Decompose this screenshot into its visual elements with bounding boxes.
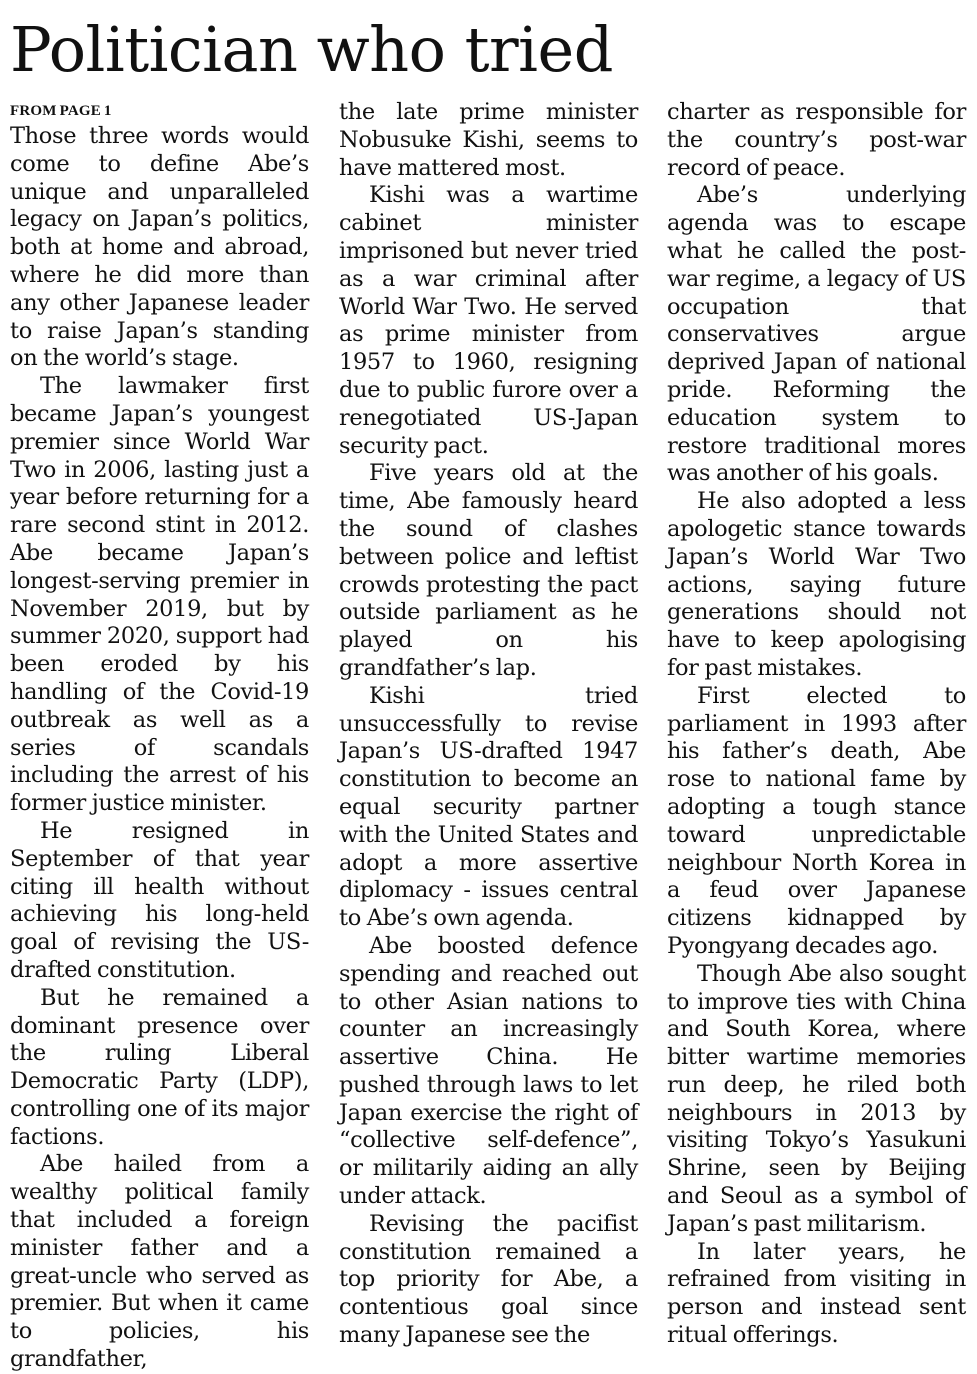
paragraph: Though Abe also sought to improve ties with China and South Korea, where bitter wartime memories run deep, he riled both neighbours in 2013 by visiting Tokyo’s Yasukuni Shrine, seen by Beijing and Seoul as a symbol of Japan’s past militarism. — [667, 960, 966, 1237]
paragraph: But he remained a dominant presence over the ruling Liberal Democratic Party (LDP), controlling one of its major factions. — [10, 984, 309, 1150]
paragraph: Those three words would come to define Abe’s unique and unparalleled legacy on Japan’s politics, both at home and abroad, where he did more than any other Japanese leader to raise Japan’s standing on the world’s stage. — [10, 123, 309, 372]
headline: Politician who tried — [10, 13, 613, 86]
paragraph: Kishi tried unsuccessfully to revise Japan’s US-drafted 1947 constitution to become an equal security partner with the United States and adopt a more assertive diplomacy - issues central to Abe’s own agenda. — [339, 682, 638, 932]
paragraph: The lawmaker first became Japan’s youngest premier since World War Two in 2006, lasting just a year before returning for a rare second stint in 2012. Abe became Japan’s longest-serving premier in November 2019, but by summer 2020, support had been eroded by his handling of the Covid-19 outbreak as well as a series of scandals including the arrest of his former justice minister. — [10, 373, 309, 817]
paragraph: First elected to parliament in 1993 after his father’s death, Abe rose to national fame by adopting a tough stance toward unpredictable neighbour North Korea in a feud over Japanese citizens kidnapped by Pyongyang decades ago. — [667, 682, 966, 959]
paragraph-continued: the late prime minister Nobusuke Kishi, seems to have mattered most. — [339, 99, 638, 181]
article-column-2 — [339, 99, 638, 1350]
paragraph: He also adopted a less apologetic stance towards Japan’s World War Two actions, saying future generations should not have to keep apologising for past mistakes. — [667, 488, 966, 681]
paragraph: In later years, he refrained from visiting in person and instead sent ritual offerings. — [667, 1238, 966, 1349]
paragraph: Five years old at the time, Abe famously heard the sound of clashes between police and leftist crowds protesting the pact outside parliament as he played on his grandfather’s lap. — [339, 460, 638, 681]
paragraph: Abe’s underlying agenda was to escape what he called the post-war regime, a legacy of US occupation that conservatives argue deprived Japan of national pride. Reforming the education system to restore traditional mores was another of his goals. — [667, 182, 966, 487]
article-column-3 — [667, 99, 966, 1350]
article-column-1 — [10, 99, 309, 1374]
paragraph: Abe boosted defence spending and reached out to other Asian nations to counter an increasingly assertive China. He pushed through laws to let Japan exercise the right of “collective self-defence”, or militarily aiding an ally under attack. — [339, 932, 638, 1210]
paragraph: Kishi was a wartime cabinet minister imprisoned but never tried as a war criminal after World War Two. He served as prime minister from 1957 to 1960, resigning due to public furore over a renegotiated US-Japan security pact. — [339, 182, 638, 459]
paragraph: Revising the pacifist constitution remained a top priority for Abe, a contentious goal since many Japanese see the — [339, 1210, 638, 1349]
paragraph-continued: charter as responsible for the country’s post-war record of peace. — [667, 99, 966, 181]
paragraph: He resigned in September of that year citing ill health without achieving his long-held goal of revising the US-drafted constitution. — [10, 817, 309, 983]
kicker-from-page: FROM PAGE 1 — [10, 103, 112, 119]
paragraph: Abe hailed from a wealthy political family that included a foreign minister father and a great-uncle who served as premier. But when it came to policies, his grandfather, — [10, 1151, 309, 1373]
